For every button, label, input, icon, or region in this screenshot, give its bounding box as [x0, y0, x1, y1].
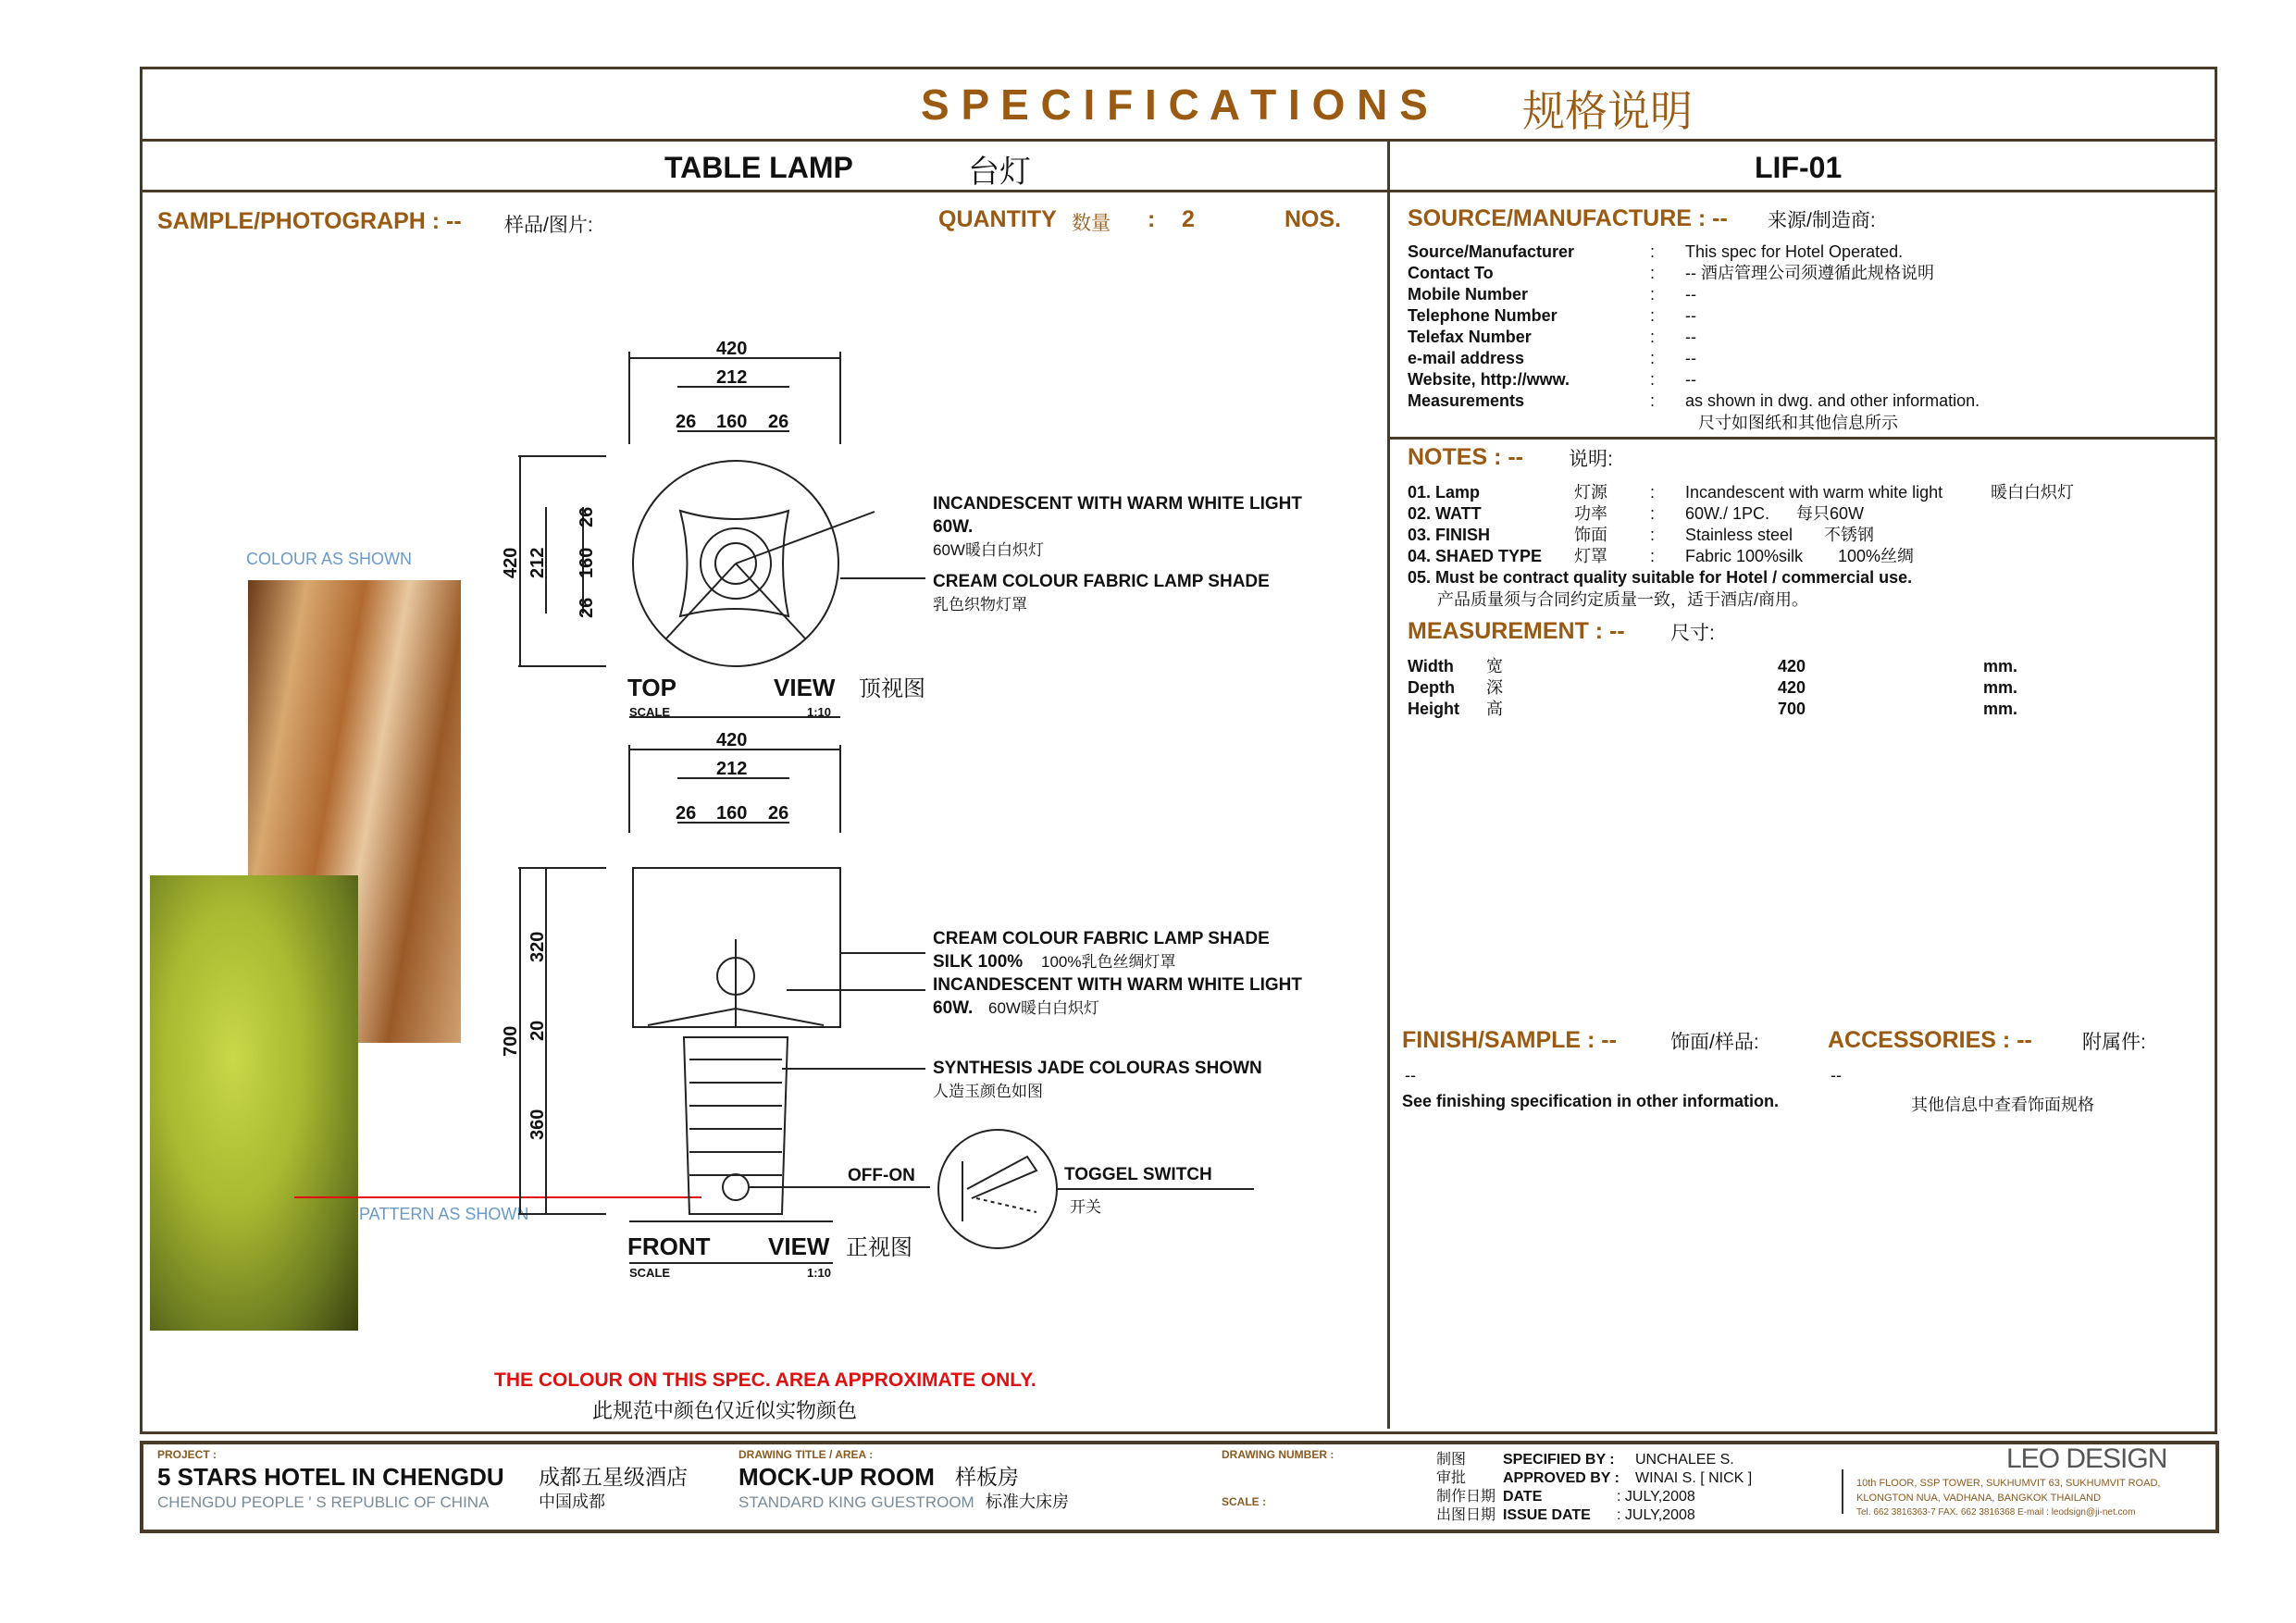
svg-text:212: 212 [527, 547, 548, 578]
svg-text:420: 420 [501, 547, 521, 578]
svg-text:1:10: 1:10 [807, 1266, 832, 1280]
item-code: LIF-01 [1755, 151, 1843, 184]
svg-text:320: 320 [527, 931, 548, 962]
quantity-sep: : [1148, 206, 1156, 232]
svg-text:顶视图: 顶视图 [859, 676, 925, 701]
svg-text:CREAM COLOUR FABRIC LAMP SHADE: CREAM COLOUR FABRIC LAMP SHADE [933, 929, 1270, 948]
scale-label: SCALE : [1222, 1495, 1266, 1508]
notes-heading-cn: 说明: [1569, 449, 1613, 470]
svg-text:TOGGEL SWITCH: TOGGEL SWITCH [1064, 1165, 1212, 1184]
base-ribs [689, 1059, 782, 1175]
svg-text:26: 26 [577, 597, 597, 618]
svg-text:SCALE: SCALE [629, 1266, 671, 1280]
page-title-cn: 规格说明 [1522, 87, 1693, 135]
svg-text:26: 26 [676, 412, 697, 432]
svg-text:SCALE: SCALE [629, 705, 671, 719]
brand-logo: LEO DESIGN [2006, 1443, 2167, 1474]
svg-text:SILK 100%: SILK 100% [933, 952, 1024, 972]
svg-text:正视图: 正视图 [846, 1235, 912, 1260]
colour-disclaimer-cn: 此规范中颜色仅近似实物颜色 [592, 1399, 858, 1422]
svg-text:60W.: 60W. [933, 998, 974, 1018]
toggle-switch-detail [938, 1130, 1057, 1248]
sample-heading: SAMPLE/PHOTOGRAPH : -- [157, 208, 462, 234]
brand-divider [1842, 1469, 1843, 1514]
svg-text:212: 212 [716, 759, 748, 779]
svg-text:160: 160 [716, 412, 748, 432]
svg-text:26: 26 [768, 803, 789, 824]
spec-sheet: S P E C I F I C A T I O N S 规格说明 TABLE LAMP 台灯 LIF-01 SAMPLE/PHOTOGRAPH : -- 样品/图片: QUANTITY 数量 : 2 NOS. COLOUR AS SHOWN PATTERN AS SHOWN 420 212 26 160 26 420 212 26 160 26 420 212 26 160 26 700 320 20 360 TOP VIEW 顶视图 SCALE 1:10 FRONT VIEW 正视图 SCALE 1:10 INCANDESCENT WITH WARM WHITE LIGHT 60W. 60W暖白白炽灯 CREAM COLOUR FABRIC LAMP SHADE 乳色织物灯罩 CREAM COLOUR FABRIC LAMP SHADE SILK 100% 100%乳色丝绸灯罩 INCANDESCENT WITH WARM WHITE LIGHT 60W. 60W暖白白炽灯 SYNTHESIS JADE COLOURAS SHOWN 人造玉颜色如图 OFF-ON TOGGEL SWITCH 开关 THE COLOUR ON THIS SPEC. AREA APPROXIMATE ONLY. 此规范中颜色仅近似实物颜色 SOURCE/MANUFACTURE : -- 来源/制造商: Source/Manufacturer : This spec for Hotel Operated. Contact To : -- 酒店管理公司须遵循此规格说明 Mobile Number : -- Telephone Number : -- Telefax Number : -- e-mail address : -- Website, http://www. : -- Measurements : as shown in dwg. and other information. 尺寸如图纸和其他信息所示 NOTES : -- 说明: 01. Lamp 灯源 : Incandescent with warm white light 暖白白炽灯 02. WATT 功率 : 60W./ 1PC. 每只60W 03. FINISH 饰面 : Stainless steel 不锈钢 04. SHAED TYPE 灯罩 : Fabric 100%silk 100%丝绸 05. Must be contract quality suitable for Hotel / commercial use. 产品质量须与合同约定质量一致，适于酒店/商用。 MEASUREMENT : -- 尺寸: Width 宽 420 mm. Depth 深 420 mm. Height 高 700 mm. FINISH/SAMPLE : -- 饰面/样品: -- See finishing specification in other information. 其他信息中查看饰面规格 ACCESSORIES : -- 附属件: -- PROJECT : 5 STARS HOTEL IN CHENGDU 成都五星级酒店 CHENGDU PEOPLE ' S REPUBLIC OF CHINA 中国成都 DRAWING TITLE / AREA : MOCK-UP ROOM 样板房 STANDARD KING GUESTROOM 标准大床房 DRAWING NUMBER : SCALE : 制图 SPECIFIED BY : UNCHALEE S. 审批 APPROVED BY : WINAI S. [ NICK ] 制作日期 DATE : JULY,2008 出图日期 ISSUE DATE : JULY,2008 LEO DESIGN 10th FLOOR, SSP TOWER, SUKHUMVIT 63, SUKHUMVIT ROAD, KLONGTON NUA, VADHANA, BANGKOK THAILAND Tel. 662 3816363-7 FAX. 662 3816368 E-mail : leodsign@ji-net.com [0, 0, 2296, 1623]
address-line-2: KLONGTON NUA, VADHANA, BANGKOK THAILAND [1856, 1493, 2102, 1504]
svg-text:人造玉颜色如图: 人造玉颜色如图 [933, 1083, 1043, 1100]
svg-text:20: 20 [527, 1020, 548, 1041]
project-name-cn: 成都五星级酒店 [539, 1465, 688, 1489]
svg-text:FRONT: FRONT [627, 1233, 711, 1260]
svg-text:60W暖白白炽灯: 60W暖白白炽灯 [933, 541, 1044, 559]
signoff-row: 审批 APPROVED BY : WINAI S. [ NICK ] [1436, 1470, 1753, 1486]
svg-text:60W.: 60W. [933, 517, 974, 537]
svg-text:26: 26 [676, 803, 697, 824]
project-location: CHENGDU PEOPLE ' S REPUBLIC OF CHINA [157, 1493, 490, 1511]
item-name-cn: 台灯 [968, 155, 1031, 190]
signoff-row: 制作日期 DATE : JULY,2008 [1436, 1489, 1695, 1505]
finish-heading: FINISH/SAMPLE : -- [1402, 1027, 1617, 1053]
svg-text:INCANDESCENT WITH WARM WHITE L: INCANDESCENT WITH WARM WHITE LIGHT [933, 494, 1302, 514]
svg-text:乳色织物灯罩: 乳色织物灯罩 [933, 596, 1027, 613]
finish-heading-cn: 饰面/样品: [1670, 1032, 1759, 1053]
svg-text:26: 26 [768, 412, 789, 432]
signoff-row: 出图日期 ISSUE DATE : JULY,2008 [1436, 1507, 1695, 1523]
svg-text:CREAM COLOUR FABRIC LAMP SHADE: CREAM COLOUR FABRIC LAMP SHADE [933, 572, 1270, 591]
quantity-label-cn: 数量 [1072, 213, 1111, 234]
item-name: TABLE LAMP [664, 151, 853, 184]
colour-disclaimer: THE COLOUR ON THIS SPEC. AREA APPROXIMATE ONLY. [494, 1369, 1036, 1391]
svg-text:700: 700 [501, 1025, 521, 1057]
svg-text:420: 420 [716, 339, 748, 359]
finish-value: -- [1405, 1066, 1416, 1084]
notes-heading: NOTES : -- [1408, 444, 1523, 470]
address-line-3: Tel. 662 3816363-7 FAX. 662 3816368 E-mail : leodsign@ji-net.com [1856, 1507, 2136, 1518]
drawing-number-label: DRAWING NUMBER : [1222, 1448, 1334, 1461]
address-line-1: 10th FLOOR, SSP TOWER, SUKHUMVIT 63, SUKHUMVIT ROAD, [1856, 1478, 2161, 1489]
view-labels [627, 674, 925, 1280]
accessories-heading: ACCESSORIES : -- [1828, 1027, 2032, 1053]
source-heading: SOURCE/MANUFACTURE : -- [1408, 205, 1728, 231]
colour-note: COLOUR AS SHOWN [246, 550, 413, 568]
page-title: S P E C I F I C A T I O N S [921, 81, 1428, 129]
svg-text:420: 420 [716, 730, 748, 750]
finish-note: See finishing specification in other information. [1402, 1092, 1780, 1110]
svg-text:160: 160 [577, 547, 597, 578]
svg-text:360: 360 [527, 1109, 548, 1140]
dimension-labels [501, 339, 788, 1140]
svg-text:TOP: TOP [627, 674, 676, 701]
drawing-title-label: DRAWING TITLE / AREA : [738, 1448, 874, 1461]
quantity-label: QUANTITY [938, 206, 1057, 232]
svg-text:VIEW: VIEW [768, 1233, 830, 1260]
svg-text:SYNTHESIS JADE COLOURAS SHOWN: SYNTHESIS JADE COLOURAS SHOWN [933, 1059, 1262, 1078]
svg-text:OFF-ON: OFF-ON [848, 1166, 915, 1185]
sample-heading-cn: 样品/图片: [504, 215, 593, 236]
note-row-5: 05. Must be contract quality suitable for Hotel / commercial use. [1408, 568, 1913, 587]
svg-text:100%乳色丝绸灯罩: 100%乳色丝绸灯罩 [1041, 953, 1176, 971]
quantity-unit: NOS. [1285, 206, 1342, 232]
project-name: 5 STARS HOTEL IN CHENGDU [157, 1463, 504, 1491]
svg-text:160: 160 [716, 803, 748, 824]
measurement-heading: MEASUREMENT : -- [1408, 618, 1625, 644]
svg-text:1:10: 1:10 [807, 705, 832, 719]
accessories-value: -- [1831, 1066, 1842, 1084]
measurements-cn: 尺寸如图纸和其他信息所示 [1698, 414, 1898, 432]
drawing-area: STANDARD KING GUESTROOM [738, 1493, 974, 1511]
pattern-note: PATTERN AS SHOWN [359, 1205, 529, 1223]
svg-text:VIEW: VIEW [774, 674, 836, 701]
note-row-5-cn: 产品质量须与合同约定质量一致，适于酒店/商用。 [1437, 590, 1808, 609]
source-heading-cn: 来源/制造商: [1768, 210, 1876, 231]
callouts [848, 494, 1302, 1216]
finish-note-cn: 其他信息中查看饰面规格 [1911, 1096, 2094, 1114]
svg-text:开关: 开关 [1070, 1198, 1101, 1216]
project-label: PROJECT : [157, 1448, 217, 1461]
accessories-heading-cn: 附属件: [2082, 1032, 2146, 1053]
drawing-title: MOCK-UP ROOM [738, 1463, 935, 1491]
drawing-area-cn: 标准大床房 [986, 1493, 1069, 1511]
quantity-value: 2 [1182, 206, 1195, 232]
drawing-title-cn: 样板房 [955, 1465, 1019, 1489]
svg-text:26: 26 [577, 506, 597, 527]
project-location-cn: 中国成都 [539, 1493, 605, 1511]
svg-text:60W暖白白炽灯: 60W暖白白炽灯 [988, 999, 1099, 1017]
svg-text:INCANDESCENT WITH WARM WHITE L: INCANDESCENT WITH WARM WHITE LIGHT [933, 975, 1302, 995]
svg-text:212: 212 [716, 367, 748, 388]
measurement-heading-cn: 尺寸: [1670, 623, 1715, 644]
signoff-row: 制图 SPECIFIED BY : UNCHALEE S. [1436, 1452, 1734, 1468]
